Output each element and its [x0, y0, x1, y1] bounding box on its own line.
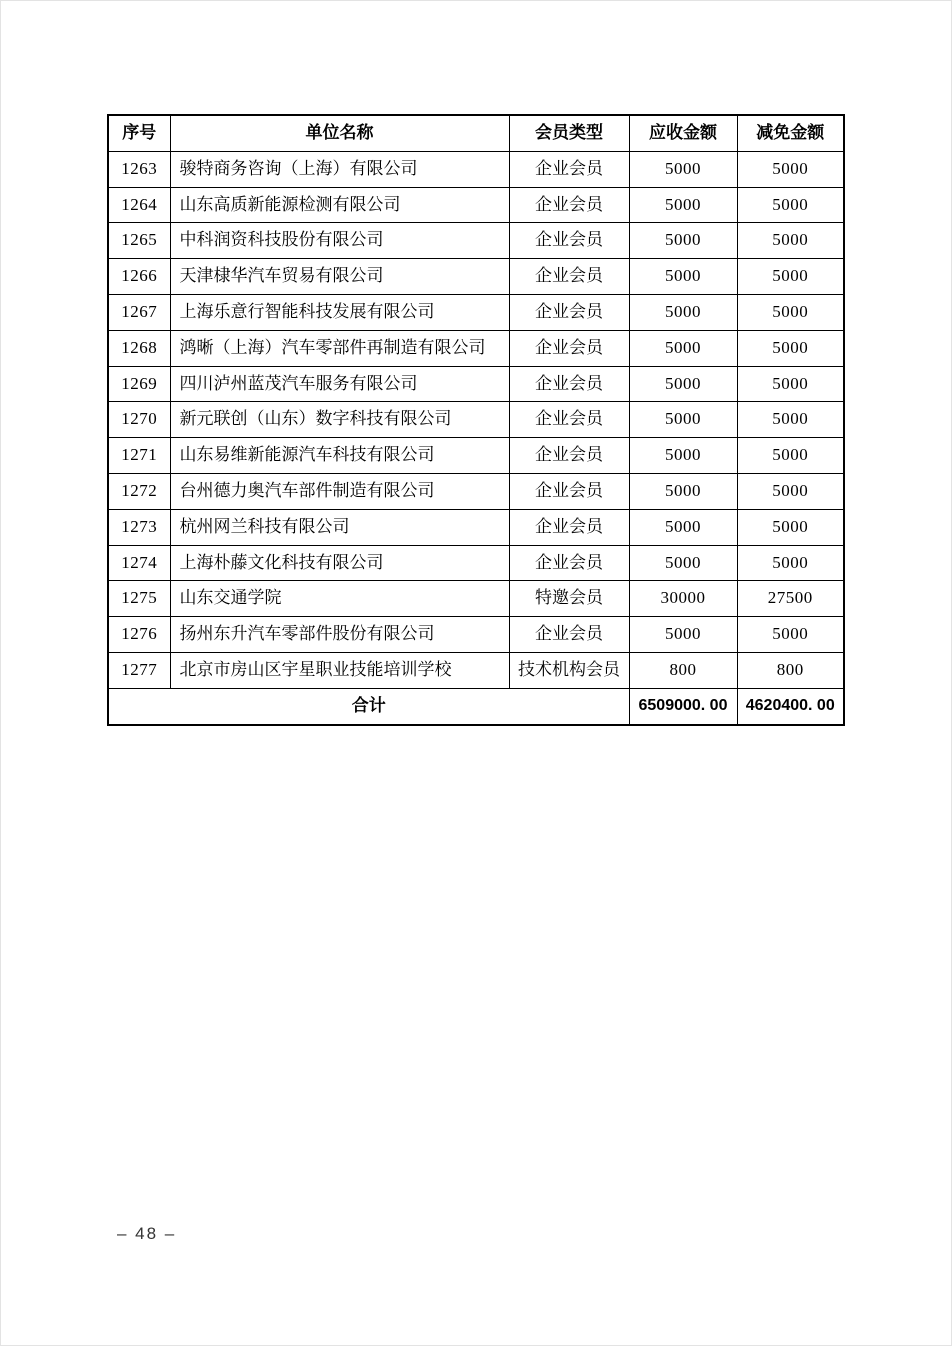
table-row	[108, 223, 844, 259]
cell-receivable: 5000	[629, 151, 737, 187]
cell-reduction: 5000	[737, 259, 844, 295]
cell-reduction: 5000	[737, 509, 844, 545]
cell-member-type: 企业会员	[509, 294, 629, 330]
cell-company-name: 北京市房山区宇星职业技能培训学校	[170, 652, 509, 688]
cell-member-type: 特邀会员	[509, 581, 629, 617]
cell-reduction: 800	[737, 652, 844, 688]
cell-receivable: 5000	[629, 366, 737, 402]
cell-reduction: 5000	[737, 294, 844, 330]
total-reduction-value: 4620400. 00	[737, 688, 844, 724]
cell-company-name: 四川泸州蓝茂汽车服务有限公司	[170, 366, 509, 402]
table-row	[108, 259, 844, 295]
cell-company-name: 上海乐意行智能科技发展有限公司	[170, 294, 509, 330]
cell-reduction: 27500	[737, 581, 844, 617]
cell-member-type: 企业会员	[509, 438, 629, 474]
cell-serial: 1274	[108, 545, 170, 581]
cell-serial: 1266	[108, 259, 170, 295]
table-row	[108, 581, 844, 617]
cell-member-type: 企业会员	[509, 473, 629, 509]
table-row	[108, 509, 844, 545]
cell-member-type: 企业会员	[509, 223, 629, 259]
cell-receivable: 5000	[629, 438, 737, 474]
col-header-receivable: 应收金额	[629, 115, 737, 151]
cell-reduction: 5000	[737, 545, 844, 581]
cell-member-type: 企业会员	[509, 259, 629, 295]
cell-company-name: 天津棣华汽车贸易有限公司	[170, 259, 509, 295]
cell-company-name: 山东高质新能源检测有限公司	[170, 187, 509, 223]
table-row	[108, 438, 844, 474]
page-number: – 48 –	[117, 1224, 177, 1243]
cell-member-type: 企业会员	[509, 545, 629, 581]
cell-serial: 1272	[108, 473, 170, 509]
table-total-row	[108, 688, 844, 724]
cell-company-name: 鸿晰（上海）汽车零部件再制造有限公司	[170, 330, 509, 366]
table-header-row	[108, 115, 844, 151]
cell-serial: 1276	[108, 617, 170, 653]
cell-receivable: 5000	[629, 473, 737, 509]
cell-receivable: 5000	[629, 402, 737, 438]
cell-company-name: 骏特商务咨询（上海）有限公司	[170, 151, 509, 187]
cell-receivable: 5000	[629, 294, 737, 330]
cell-receivable: 5000	[629, 617, 737, 653]
table-row	[108, 652, 844, 688]
cell-member-type: 技术机构会员	[509, 652, 629, 688]
cell-member-type: 企业会员	[509, 330, 629, 366]
col-header-member-type: 会员类型	[509, 115, 629, 151]
table-row	[108, 617, 844, 653]
table-row	[108, 366, 844, 402]
cell-receivable: 5000	[629, 330, 737, 366]
cell-serial: 1275	[108, 581, 170, 617]
cell-reduction: 5000	[737, 151, 844, 187]
col-header-serial: 序号	[108, 115, 170, 151]
cell-receivable: 30000	[629, 581, 737, 617]
cell-reduction: 5000	[737, 617, 844, 653]
cell-receivable: 5000	[629, 223, 737, 259]
cell-serial: 1270	[108, 402, 170, 438]
table-row	[108, 294, 844, 330]
cell-reduction: 5000	[737, 366, 844, 402]
table-row	[108, 545, 844, 581]
cell-receivable: 5000	[629, 545, 737, 581]
cell-member-type: 企业会员	[509, 366, 629, 402]
membership-fee-table	[107, 114, 845, 726]
cell-company-name: 台州德力奥汽车部件制造有限公司	[170, 473, 509, 509]
cell-member-type: 企业会员	[509, 151, 629, 187]
cell-member-type: 企业会员	[509, 617, 629, 653]
table-row	[108, 402, 844, 438]
cell-serial: 1264	[108, 187, 170, 223]
cell-member-type: 企业会员	[509, 402, 629, 438]
total-receivable-value: 6509000. 00	[629, 688, 737, 724]
cell-serial: 1271	[108, 438, 170, 474]
cell-serial: 1277	[108, 652, 170, 688]
cell-serial: 1268	[108, 330, 170, 366]
table-row	[108, 330, 844, 366]
cell-serial: 1269	[108, 366, 170, 402]
cell-member-type: 企业会员	[509, 187, 629, 223]
cell-member-type: 企业会员	[509, 509, 629, 545]
cell-reduction: 5000	[737, 187, 844, 223]
table-row	[108, 151, 844, 187]
cell-receivable: 800	[629, 652, 737, 688]
cell-serial: 1273	[108, 509, 170, 545]
cell-company-name: 上海朴藤文化科技有限公司	[170, 545, 509, 581]
cell-reduction: 5000	[737, 438, 844, 474]
cell-reduction: 5000	[737, 330, 844, 366]
cell-company-name: 山东交通学院	[170, 581, 509, 617]
cell-reduction: 5000	[737, 223, 844, 259]
cell-serial: 1263	[108, 151, 170, 187]
cell-reduction: 5000	[737, 402, 844, 438]
cell-company-name: 新元联创（山东）数字科技有限公司	[170, 402, 509, 438]
cell-receivable: 5000	[629, 509, 737, 545]
cell-serial: 1267	[108, 294, 170, 330]
cell-company-name: 中科润资科技股份有限公司	[170, 223, 509, 259]
cell-company-name: 扬州东升汽车零部件股份有限公司	[170, 617, 509, 653]
col-header-reduction: 减免金额	[737, 115, 844, 151]
total-label: 合计	[108, 688, 629, 724]
cell-receivable: 5000	[629, 259, 737, 295]
cell-company-name: 杭州网兰科技有限公司	[170, 509, 509, 545]
table-row	[108, 473, 844, 509]
cell-company-name: 山东易维新能源汽车科技有限公司	[170, 438, 509, 474]
cell-receivable: 5000	[629, 187, 737, 223]
cell-reduction: 5000	[737, 473, 844, 509]
cell-serial: 1265	[108, 223, 170, 259]
table-row	[108, 187, 844, 223]
col-header-company: 单位名称	[170, 115, 509, 151]
